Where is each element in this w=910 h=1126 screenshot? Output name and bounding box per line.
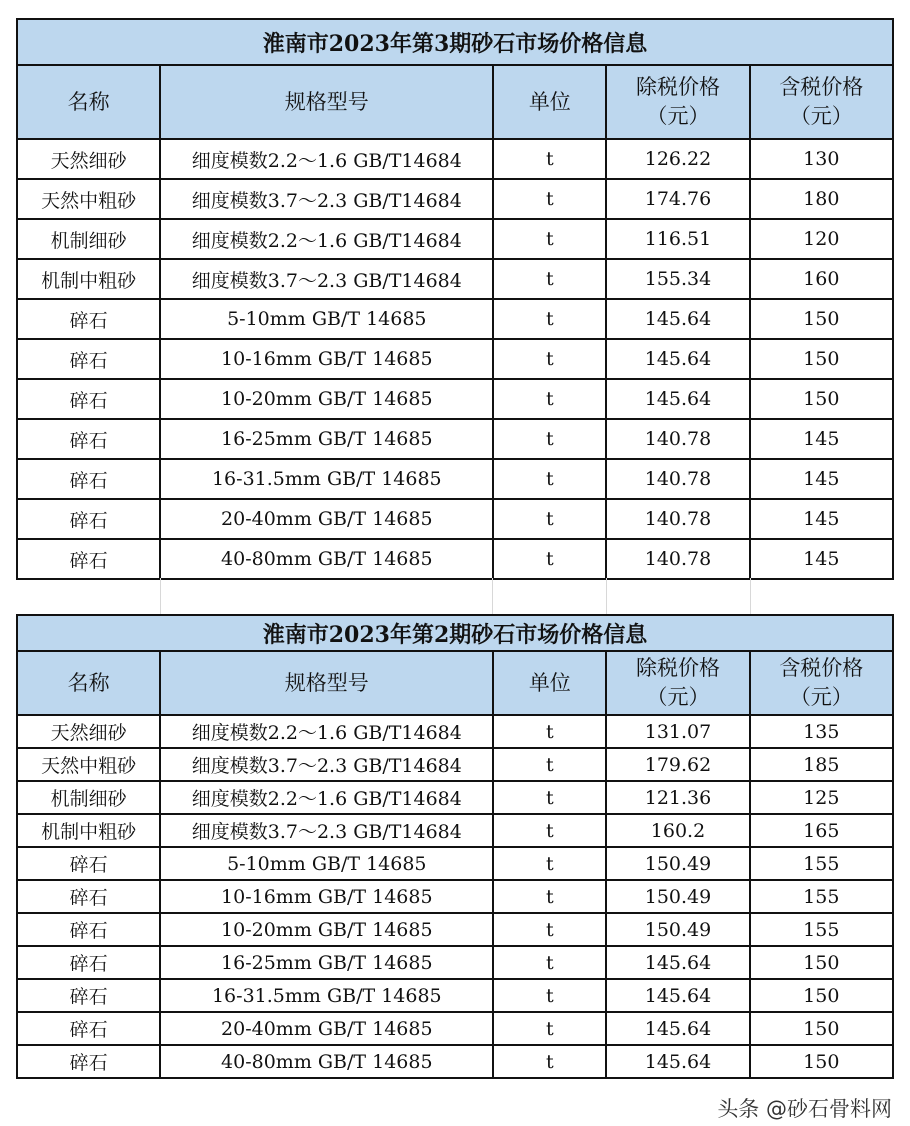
cell-spec: 细度模数2.2～1.6 GB/T14684 (160, 139, 493, 179)
header-name: 名称 (17, 65, 160, 139)
cell-unit: t (493, 781, 606, 814)
cell-unit: t (493, 814, 606, 847)
cell-unit: t (493, 539, 606, 579)
cell-name: 天然细砂 (17, 715, 160, 748)
header-price-ex-tax-label: 除税价格 (635, 75, 720, 99)
cell-spec: 10-20mm GB/T 14685 (160, 379, 493, 419)
cell-name: 碎石 (17, 946, 160, 979)
cell-name: 碎石 (17, 880, 160, 913)
header-currency: （元） (646, 685, 710, 709)
cell-name: 天然中粗砂 (17, 179, 160, 219)
cell-spec: 40-80mm GB/T 14685 (160, 1045, 493, 1078)
header-price-inc-tax-label: 含税价格 (779, 75, 864, 99)
cell-price-inc-tax: 150 (750, 946, 893, 979)
cell-unit: t (493, 259, 606, 299)
cell-unit: t (493, 913, 606, 946)
cell-unit: t (493, 1045, 606, 1078)
cell-price-inc-tax: 120 (750, 219, 893, 259)
cell-spec: 16-25mm GB/T 14685 (160, 419, 493, 459)
price-table-period-2 (16, 614, 894, 1079)
table-row (17, 979, 893, 1012)
table-row (17, 219, 893, 259)
table-row (17, 179, 893, 219)
table-row (17, 499, 893, 539)
cell-name: 碎石 (17, 539, 160, 579)
watermark: 头条 @砂石骨料网 (717, 1097, 892, 1121)
cell-price-ex-tax: 145.64 (606, 299, 749, 339)
header-unit: 单位 (493, 65, 606, 139)
cell-unit: t (493, 419, 606, 459)
cell-spec: 10-20mm GB/T 14685 (160, 913, 493, 946)
table-row (17, 299, 893, 339)
table-row (17, 339, 893, 379)
header-price-ex-tax (606, 651, 749, 715)
cell-price-ex-tax: 145.64 (606, 979, 749, 1012)
header-spec: 规格型号 (160, 65, 493, 139)
cell-unit: t (493, 715, 606, 748)
cell-price-ex-tax: 140.78 (606, 499, 749, 539)
cell-price-inc-tax: 130 (750, 139, 893, 179)
cell-price-ex-tax: 140.78 (606, 419, 749, 459)
cell-price-inc-tax: 145 (750, 499, 893, 539)
table-row (17, 1012, 893, 1045)
cell-spec: 5-10mm GB/T 14685 (160, 299, 493, 339)
cell-name: 碎石 (17, 847, 160, 880)
header-currency: （元） (789, 104, 853, 128)
cell-name: 机制中粗砂 (17, 814, 160, 847)
cell-unit: t (493, 339, 606, 379)
header-price-ex-tax (606, 65, 749, 139)
cell-name: 碎石 (17, 299, 160, 339)
cell-unit: t (493, 459, 606, 499)
table-row (17, 1045, 893, 1078)
price-table-period-3 (16, 18, 894, 580)
table-row (17, 781, 893, 814)
cell-price-inc-tax: 150 (750, 1045, 893, 1078)
cell-spec: 40-80mm GB/T 14685 (160, 539, 493, 579)
cell-name: 碎石 (17, 379, 160, 419)
cell-price-ex-tax: 131.07 (606, 715, 749, 748)
header-currency: （元） (789, 685, 853, 709)
cell-price-inc-tax: 145 (750, 539, 893, 579)
cell-unit: t (493, 299, 606, 339)
cell-price-inc-tax: 145 (750, 459, 893, 499)
cell-spec: 细度模数2.2～1.6 GB/T14684 (160, 219, 493, 259)
cell-price-ex-tax: 140.78 (606, 459, 749, 499)
cell-unit: t (493, 979, 606, 1012)
cell-name: 碎石 (17, 1045, 160, 1078)
table-row (17, 814, 893, 847)
cell-spec: 16-31.5mm GB/T 14685 (160, 979, 493, 1012)
table-row (17, 259, 893, 299)
cell-price-ex-tax: 145.64 (606, 339, 749, 379)
cell-price-ex-tax: 145.64 (606, 1045, 749, 1078)
table-row (17, 748, 893, 781)
cell-price-ex-tax: 160.2 (606, 814, 749, 847)
header-price-inc-tax-label: 含税价格 (779, 656, 864, 680)
cell-price-ex-tax: 174.76 (606, 179, 749, 219)
cell-unit: t (493, 219, 606, 259)
cell-name: 天然细砂 (17, 139, 160, 179)
cell-name: 机制细砂 (17, 781, 160, 814)
cell-spec: 20-40mm GB/T 14685 (160, 1012, 493, 1045)
cell-name: 碎石 (17, 979, 160, 1012)
header-unit: 单位 (493, 651, 606, 715)
cell-spec: 细度模数3.7～2.3 GB/T14684 (160, 179, 493, 219)
cell-price-ex-tax: 145.64 (606, 946, 749, 979)
table-row (17, 946, 893, 979)
cell-spec: 20-40mm GB/T 14685 (160, 499, 493, 539)
cell-unit: t (493, 139, 606, 179)
cell-price-inc-tax: 155 (750, 880, 893, 913)
table-row (17, 139, 893, 179)
cell-name: 机制中粗砂 (17, 259, 160, 299)
cell-unit: t (493, 880, 606, 913)
cell-price-inc-tax: 150 (750, 1012, 893, 1045)
table-row (17, 459, 893, 499)
cell-price-ex-tax: 145.64 (606, 1012, 749, 1045)
spacer-row (16, 578, 894, 614)
table-row (17, 419, 893, 459)
table-row (17, 913, 893, 946)
cell-price-inc-tax: 160 (750, 259, 893, 299)
header-currency: （元） (646, 104, 710, 128)
cell-price-inc-tax: 155 (750, 913, 893, 946)
cell-name: 天然中粗砂 (17, 748, 160, 781)
cell-spec: 16-25mm GB/T 14685 (160, 946, 493, 979)
cell-price-ex-tax: 121.36 (606, 781, 749, 814)
cell-price-inc-tax: 155 (750, 847, 893, 880)
cell-price-inc-tax: 150 (750, 339, 893, 379)
cell-unit: t (493, 847, 606, 880)
header-spec: 规格型号 (160, 651, 493, 715)
cell-price-ex-tax: 150.49 (606, 880, 749, 913)
table-title: 淮南市2023年第2期砂石市场价格信息 (17, 615, 893, 651)
header-price-ex-tax-label: 除税价格 (635, 656, 720, 680)
cell-unit: t (493, 379, 606, 419)
cell-spec: 细度模数2.2～1.6 GB/T14684 (160, 715, 493, 748)
table-row (17, 847, 893, 880)
cell-name: 碎石 (17, 913, 160, 946)
cell-price-inc-tax: 185 (750, 748, 893, 781)
cell-spec: 细度模数3.7～2.3 GB/T14684 (160, 814, 493, 847)
cell-unit: t (493, 748, 606, 781)
cell-name: 碎石 (17, 339, 160, 379)
cell-price-ex-tax: 150.49 (606, 913, 749, 946)
cell-price-inc-tax: 165 (750, 814, 893, 847)
cell-spec: 细度模数3.7～2.3 GB/T14684 (160, 748, 493, 781)
cell-price-inc-tax: 150 (750, 379, 893, 419)
cell-spec: 5-10mm GB/T 14685 (160, 847, 493, 880)
header-price-inc-tax (750, 65, 893, 139)
cell-price-inc-tax: 150 (750, 299, 893, 339)
cell-price-ex-tax: 116.51 (606, 219, 749, 259)
cell-price-ex-tax: 140.78 (606, 539, 749, 579)
table-row (17, 715, 893, 748)
cell-price-inc-tax: 135 (750, 715, 893, 748)
cell-price-inc-tax: 150 (750, 979, 893, 1012)
cell-spec: 细度模数3.7～2.3 GB/T14684 (160, 259, 493, 299)
cell-spec: 细度模数2.2～1.6 GB/T14684 (160, 781, 493, 814)
cell-spec: 16-31.5mm GB/T 14685 (160, 459, 493, 499)
cell-price-ex-tax: 145.64 (606, 379, 749, 419)
cell-price-inc-tax: 125 (750, 781, 893, 814)
cell-price-ex-tax: 179.62 (606, 748, 749, 781)
cell-unit: t (493, 499, 606, 539)
cell-price-inc-tax: 145 (750, 419, 893, 459)
cell-spec: 10-16mm GB/T 14685 (160, 339, 493, 379)
header-price-inc-tax (750, 651, 893, 715)
cell-name: 碎石 (17, 499, 160, 539)
table-row (17, 539, 893, 579)
cell-price-ex-tax: 150.49 (606, 847, 749, 880)
cell-price-ex-tax: 126.22 (606, 139, 749, 179)
table-title: 淮南市2023年第3期砂石市场价格信息 (17, 19, 893, 65)
cell-unit: t (493, 946, 606, 979)
cell-spec: 10-16mm GB/T 14685 (160, 880, 493, 913)
cell-name: 碎石 (17, 419, 160, 459)
cell-price-ex-tax: 155.34 (606, 259, 749, 299)
table-row (17, 880, 893, 913)
cell-name: 机制细砂 (17, 219, 160, 259)
header-name: 名称 (17, 651, 160, 715)
cell-name: 碎石 (17, 1012, 160, 1045)
cell-price-inc-tax: 180 (750, 179, 893, 219)
cell-unit: t (493, 1012, 606, 1045)
cell-name: 碎石 (17, 459, 160, 499)
table-row (17, 379, 893, 419)
cell-unit: t (493, 179, 606, 219)
